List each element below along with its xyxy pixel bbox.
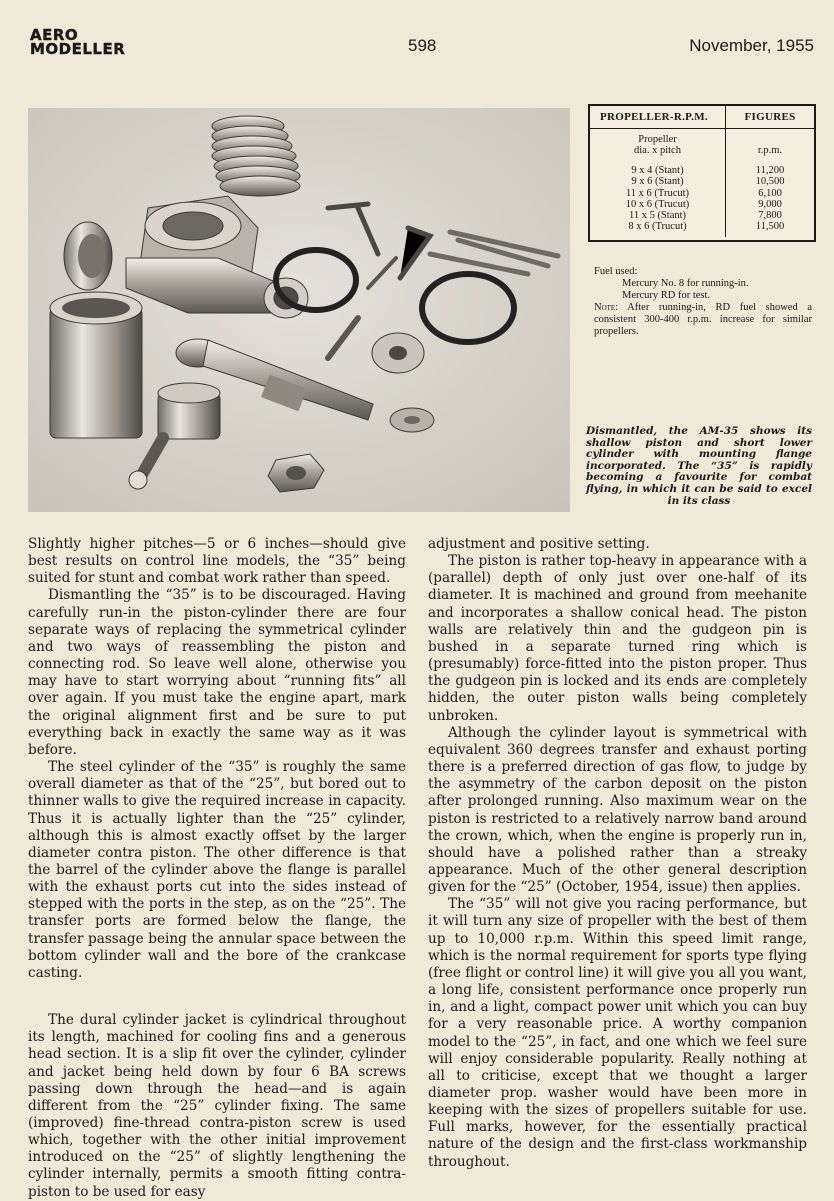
article-paragraph: The “35” will not give you racing performance, but it will turn any size of propeller with the best of them up to 10,000 r.p.m. Within this speed limit range, which is the normal requirement for sports type flying (free flight or control line) it will give you all you want, a long life, consistent performance once properly run in, and a light, compact power unit which you can buy for a very reasonable price. A worthy companion model to the “25”, in fact, and one which we feel sure will enjoy considerable popularity. Really nothing at all to criticise, except that we thought a larger diameter prop. washer would have been more in keeping with the sizes of propellers suitable for use. Full marks, however, for the essentially practical nature of the design and the first-class workmanship throughout. (428, 896, 807, 1170)
propeller-rpm-table (588, 104, 816, 242)
article-paragraph: Dismantling the “35” is to be discouraged. Having carefully run-in the piston-cylinder there are four separate ways of replacing the symmetrical cylinder and two ways of reassembling the piston and connecting rod. So leave well alone, otherwise you may have to start worrying about “running fits” all over again. If you must take the engine apart, mark the original alignment first and be sure to put everything back in exactly the same way as it was before. (28, 587, 406, 758)
note-label: Note: (594, 302, 619, 313)
note-text: After running-in, RD fuel showed a consistent 300-400 r.p.m. increase for similar propellers. (594, 302, 812, 337)
photo-caption: Dismantled, the AM-35 shows its shallow piston and short lower cylinder with mounting flange incorporated. The “35” is rapidly becoming a favourite for combat flying, in which it can be said to excel in its class (586, 425, 812, 507)
table-row-prop: 11 x 6 (Trucut) (625, 187, 690, 199)
table-row-prop: 10 x 6 (Trucut) (625, 198, 690, 210)
prop-driver (372, 333, 424, 373)
fuel-line-1: Mercury No. 8 for running-in. (622, 278, 749, 289)
article-paragraph: The steel cylinder of the “35” is roughly the same overall diameter as that of the “25”, but bored out to thinner walls to give the required increase in capacity. Thus it is actually lighter than the “25” cylinder, although this is almost exactly offset by the larger diameter contra piston. The other difference is that the barrel of the cylinder above the flange is parallel with the exhaust ports cut into the sides instead of stepped with the ports in the step, as on the “25”. The transfer ports are formed below the flange, the transfer passage being the annular space between the bottom cylinder wall and the bore of the crankcase casting. (28, 759, 406, 981)
issue-date: November, 1955 (689, 36, 814, 55)
logo-line-2: MODELLER (30, 40, 126, 58)
article-paragraph: adjustment and positive setting. (428, 536, 650, 552)
article-paragraph: The piston is rather top-heavy in appearance with a (parallel) depth of only just over one-half of its diameter. It is machined and ground from meehanite and incorporates a shallow conical head. The piston walls are relatively thin and the gudgeon pin is bushed in a separate turned ring which is (presumably) force-fitted into the piston proper. Thus the gudgeon pin is locked and its ends are completely hidden, the outer piston walls being completely unbroken. (428, 553, 807, 724)
table-row-rpm: 7,800 (758, 210, 782, 222)
column-subheader-prop-2: dia. x pitch (634, 145, 681, 156)
table-header (590, 106, 814, 129)
table-title-left: PROPELLER-R.P.M. (590, 106, 726, 128)
fuel-note (594, 302, 812, 338)
venturi-ring (64, 222, 112, 290)
page-number: 598 (408, 36, 437, 55)
propeller-column (590, 129, 726, 237)
fuel-label: Fuel used: (594, 266, 638, 277)
table-row-rpm: 11,200 (755, 165, 785, 176)
table-row-prop: 9 x 4 (Stant) (631, 165, 684, 176)
washer (390, 408, 434, 432)
table-row-prop: 9 x 6 (Stant) (631, 176, 684, 188)
fuel-line-2: Mercury RD for test. (622, 290, 711, 301)
table-row-rpm: 11,500 (755, 221, 785, 233)
table-title-right: FIGURES (744, 111, 796, 123)
table-row-rpm: 6,100 (758, 187, 782, 199)
cylinder-jacket (50, 292, 142, 438)
article-paragraph: The dural cylinder jacket is cylindrical throughout its length, machined for cooling fins and a generous head section. It is a slip fit over the cylinder, cylinder and jacket being held down by four 6 BA screws passing down through the head—and is again different from the “25” cylinder fixing. The same (improved) fine-thread contra-piston screw is used which, together with the other initial improvement introduced on the “25” of slightly lengthening the cylinder internally, permits a smooth fitting contra-piston to be used for easy (28, 1012, 406, 1200)
logo-line-1: AERO (30, 26, 79, 44)
table-row-prop: 8 x 6 (Trucut) (628, 221, 687, 233)
column-subheader-rpm: r.p.m. (757, 145, 783, 156)
table-row-prop: 11 x 5 (Stant) (628, 210, 687, 222)
page-header (30, 28, 814, 56)
table-row-rpm: 9,000 (758, 198, 782, 210)
magazine-logo (30, 28, 142, 56)
article-paragraph: Although the cylinder layout is symmetrical with equivalent 360 degrees transfer and exhaust porting there is a preferred direction of gas flow, to judge by the asymmetry of the carbon deposit on the piston after prolonged running. Also maximum wear on the piston is restricted to a relatively narrow band around the crown, which, when the engine is properly run in, should have a polished rather than a streaky appearance. Much of the other general description given for the “25” (October, 1954, issue) then applies. (428, 724, 807, 896)
table-row-rpm: 10,500 (755, 176, 785, 188)
rpm-column (726, 129, 814, 237)
article-column-right (428, 536, 807, 1171)
table-body (590, 129, 814, 237)
engine-parts-photo (28, 108, 570, 512)
article-column-left (28, 536, 406, 1201)
article-paragraph: Slightly higher pitches—5 or 6 inches—should give best results on control line models, the “35” being suited for stunt and combat work rather than speed. (28, 536, 406, 587)
column-subheader-prop-1: Propeller (638, 134, 677, 145)
fuel-notes (594, 266, 812, 338)
